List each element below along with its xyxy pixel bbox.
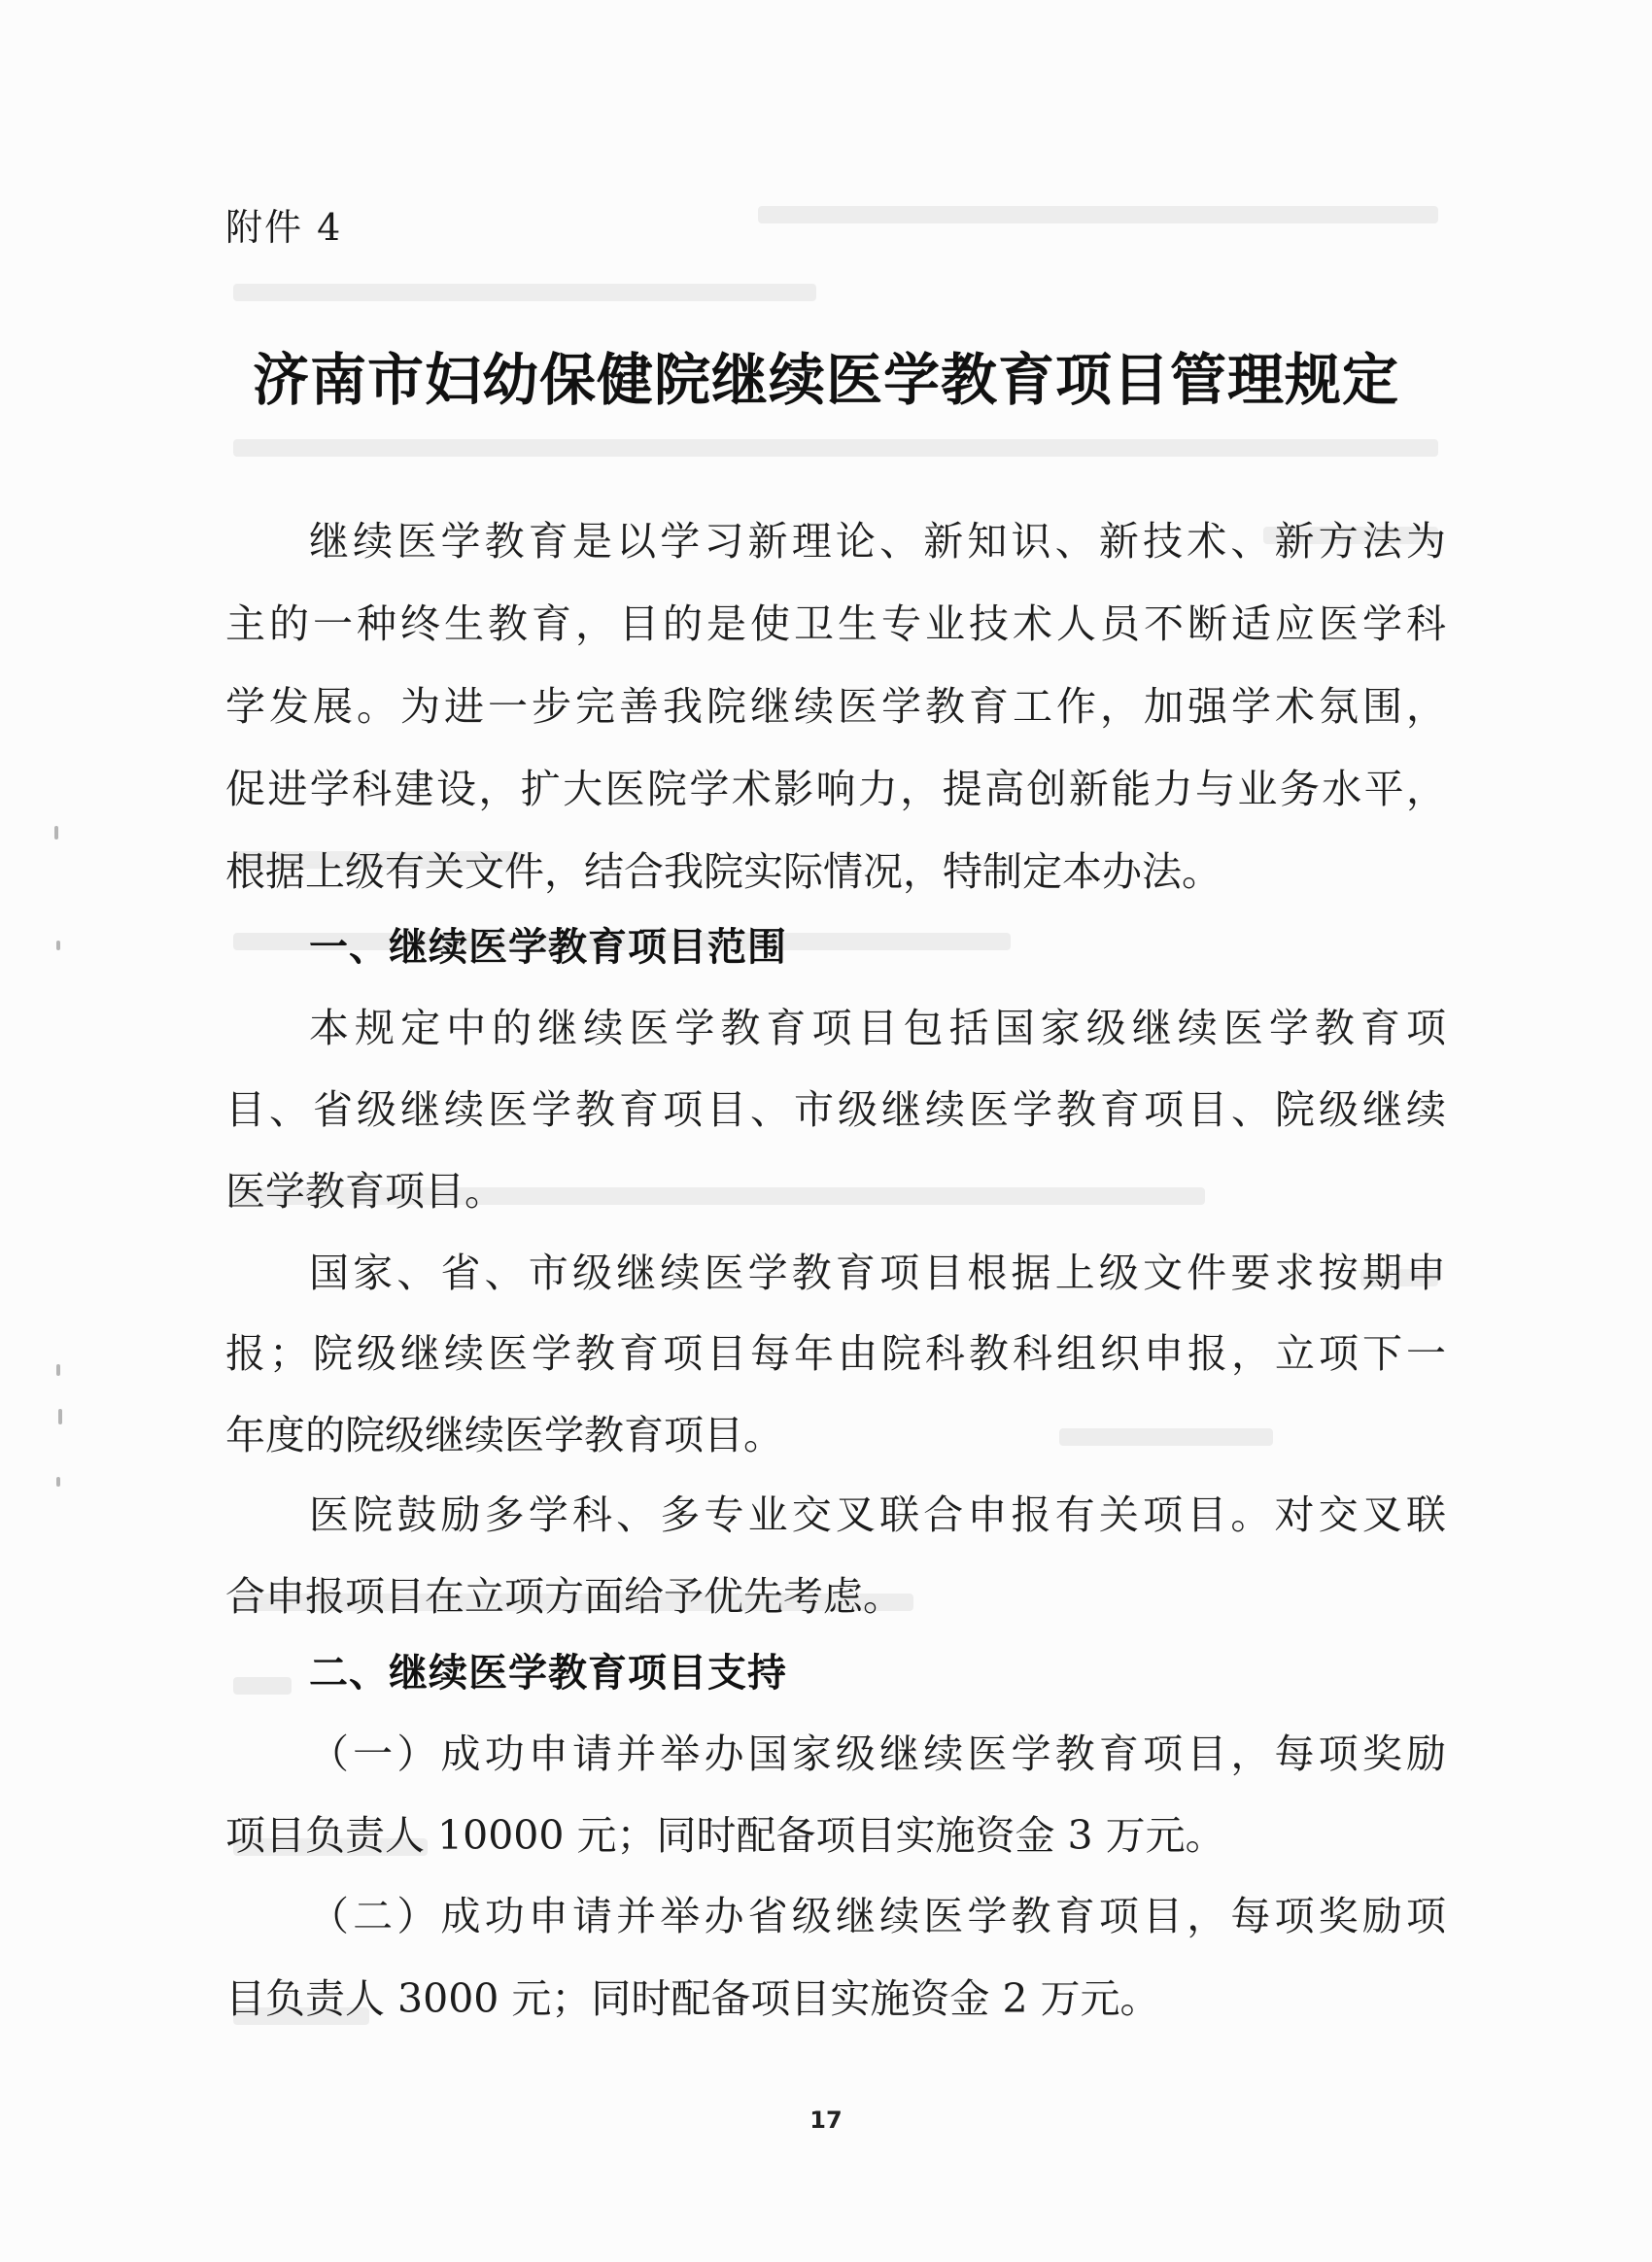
body-line: 促进学科建设，扩大医院学术影响力，提高创新能力与业务水平， (225, 766, 1446, 812)
body-line: 合申报项目在立项方面给予优先考虑。 (225, 1573, 903, 1620)
body-line: 年度的院级继续医学教育项目。 (225, 1412, 783, 1458)
body-line: （一）成功申请并举办国家级继续医学教育项目，每项奖励 (309, 1731, 1446, 1777)
section-heading: 二、继续医学教育项目支持 (309, 1651, 787, 1696)
attachment-label: 附件 4 (225, 206, 343, 249)
scan-edge-mark (56, 941, 60, 950)
section-heading: 一、继续医学教育项目范围 (309, 925, 787, 970)
body-line: （二）成功申请并举办省级继续医学教育项目，每项奖励项 (309, 1893, 1446, 1939)
page-number: 17 (809, 2107, 843, 2134)
body-line: 目、省级继续医学教育项目、市级继续医学教育项目、院级继续 (225, 1086, 1446, 1133)
scan-edge-mark (56, 1364, 60, 1376)
body-line: 根据上级有关文件，结合我院实际情况，特制定本办法。 (225, 848, 1222, 895)
body-line: 国家、省、市级继续医学教育项目根据上级文件要求按期申 (309, 1250, 1446, 1296)
body-line: 医学教育项目。 (225, 1168, 504, 1215)
body-line: 项目负责人 10000 元；同时配备项目实施资金 3 万元。 (225, 1812, 1225, 1859)
body-line: 目负责人 3000 元；同时配备项目实施资金 2 万元。 (225, 1975, 1160, 2022)
scan-edge-mark (56, 1477, 60, 1487)
body-line: 医院鼓励多学科、多专业交叉联合申报有关项目。对交叉联 (309, 1491, 1446, 1538)
scan-edge-mark (58, 1409, 62, 1424)
document-title: 济南市妇幼保健院继续医学教育项目管理规定 (252, 347, 1399, 413)
body-line: 继续医学教育是以学习新理论、新知识、新技术、新方法为 (309, 518, 1446, 565)
scan-edge-mark (54, 826, 58, 840)
body-line: 学发展。为进一步完善我院继续医学教育工作，加强学术氛围， (225, 683, 1446, 730)
body-line: 报；院级继续医学教育项目每年由院科教科组织申报，立项下一 (225, 1330, 1446, 1377)
body-line: 主的一种终生教育，目的是使卫生专业技术人员不断适应医学科 (225, 600, 1446, 647)
body-line: 本规定中的继续医学教育项目包括国家级继续医学教育项 (309, 1005, 1446, 1051)
